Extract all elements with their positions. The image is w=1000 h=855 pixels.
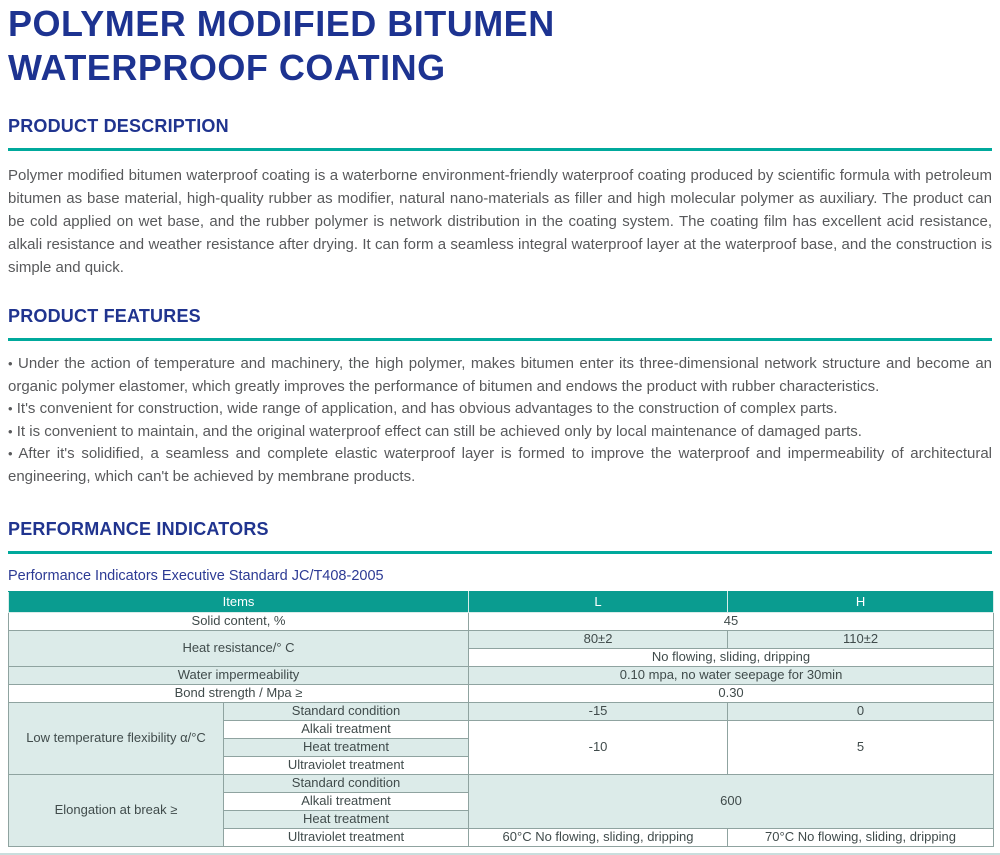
bullet-icon: • bbox=[8, 401, 13, 416]
column-header-h: H bbox=[728, 592, 994, 613]
feature-item bbox=[8, 398, 992, 421]
value-elongation-uv-h: 70°C No flowing, sliding, dripping bbox=[728, 829, 994, 847]
sub-label-alkali-treatment: Alkali treatment bbox=[224, 793, 469, 811]
section-heading-performance: PERFORMANCE INDICATORS bbox=[8, 519, 269, 539]
executive-standard-note: Performance Indicators Executive Standard JC/T408-2005 bbox=[8, 568, 384, 584]
page-title-line2: WATERPROOF COATING bbox=[8, 47, 446, 88]
feature-text: Under the action of temperature and machinery, the high polymer, makes bitumen enter its three-dimensional network structure and become an organic polymer elastomer, which greatly improves the performance of bitumen and endows the product with rubber characteristics. bbox=[8, 355, 992, 395]
value-elongation-uv-l: 60°C No flowing, sliding, dripping bbox=[469, 829, 728, 847]
page-title bbox=[8, 2, 992, 90]
value-low-temp-treated-l: -10 bbox=[469, 721, 728, 775]
value-low-temp-standard-l: -15 bbox=[469, 703, 728, 721]
row-label-solid-content: Solid content, % bbox=[9, 613, 469, 631]
table-row bbox=[9, 685, 994, 703]
sub-label-ultraviolet-treatment: Ultraviolet treatment bbox=[224, 757, 469, 775]
value-elongation-merged: 600 bbox=[469, 775, 994, 829]
sub-label-standard-condition: Standard condition bbox=[224, 703, 469, 721]
page-title-line1: POLYMER MODIFIED BITUMEN bbox=[8, 3, 555, 44]
feature-text: It's convenient for construction, wide range of application, and has obvious advantages to the construction of complex parts. bbox=[16, 400, 838, 417]
table-row bbox=[9, 631, 994, 649]
performance-indicators-table bbox=[8, 591, 994, 847]
section-heading-features: PRODUCT FEATURES bbox=[8, 306, 201, 326]
row-label-heat-resistance: Heat resistance/° C bbox=[9, 631, 469, 667]
table-row bbox=[9, 703, 994, 721]
value-heat-resistance-merged: No flowing, sliding, dripping bbox=[469, 649, 994, 667]
table-row bbox=[9, 775, 994, 793]
column-header-items: Items bbox=[9, 592, 469, 613]
row-label-bond-strength: Bond strength / Mpa ≥ bbox=[9, 685, 469, 703]
sub-label-heat-treatment: Heat treatment bbox=[224, 811, 469, 829]
divider-features bbox=[8, 338, 992, 341]
row-label-water-impermeability: Water impermeability bbox=[9, 667, 469, 685]
row-label-elongation: Elongation at break ≥ bbox=[9, 775, 224, 847]
divider-description bbox=[8, 148, 992, 151]
value-solid-content: 45 bbox=[469, 613, 994, 631]
sub-label-standard-condition: Standard condition bbox=[224, 775, 469, 793]
value-water-impermeability: 0.10 mpa, no water seepage for 30min bbox=[469, 667, 994, 685]
bullet-icon: • bbox=[8, 446, 13, 461]
value-bond-strength: 0.30 bbox=[469, 685, 994, 703]
value-low-temp-treated-h: 5 bbox=[728, 721, 994, 775]
row-label-low-temp-flexibility: Low temperature flexibility α/°C bbox=[9, 703, 224, 775]
column-header-l: L bbox=[469, 592, 728, 613]
section-heading-description: PRODUCT DESCRIPTION bbox=[8, 116, 229, 136]
table-row bbox=[9, 613, 994, 631]
bullet-icon: • bbox=[8, 356, 13, 371]
table-header-row bbox=[9, 592, 994, 613]
feature-text: It is convenient to maintain, and the original waterproof effect can still be achieved only by local maintenance of damaged parts. bbox=[16, 422, 862, 440]
table-row bbox=[9, 667, 994, 685]
bullet-icon: • bbox=[8, 423, 13, 439]
feature-text: After it's solidified, a seamless and complete elastic waterproof layer is formed to improve the waterproof and impermeability of architectural engineering, which can't be achieved by membrane products. bbox=[8, 445, 992, 485]
value-heat-resistance-l: 80±2 bbox=[469, 631, 728, 649]
sub-label-heat-treatment: Heat treatment bbox=[224, 739, 469, 757]
description-paragraph: Polymer modified bitumen waterproof coating is a waterborne environment-friendly waterproof coating produced by scientific formula with petroleum bitumen as base material, high-quality rubber as modifier, natural nano-materials as filler and high molecular polymer as auxiliary. The product can be cold applied on wet base, and the rubber polymer is network distribution in the coating system. The coating film has excellent acid resistance, alkali resistance and weather resistance after drying. It can form a seamless integral waterproof layer at the waterproof base, and the construction is simple and quick. bbox=[8, 167, 992, 276]
divider-performance bbox=[8, 551, 992, 554]
sub-label-ultraviolet-treatment: Ultraviolet treatment bbox=[224, 829, 469, 847]
feature-item bbox=[8, 353, 992, 398]
feature-item bbox=[8, 443, 992, 488]
features-list bbox=[8, 353, 992, 488]
feature-item bbox=[8, 421, 992, 444]
value-low-temp-standard-h: 0 bbox=[728, 703, 994, 721]
sub-label-alkali-treatment: Alkali treatment bbox=[224, 721, 469, 739]
value-heat-resistance-h: 110±2 bbox=[728, 631, 994, 649]
